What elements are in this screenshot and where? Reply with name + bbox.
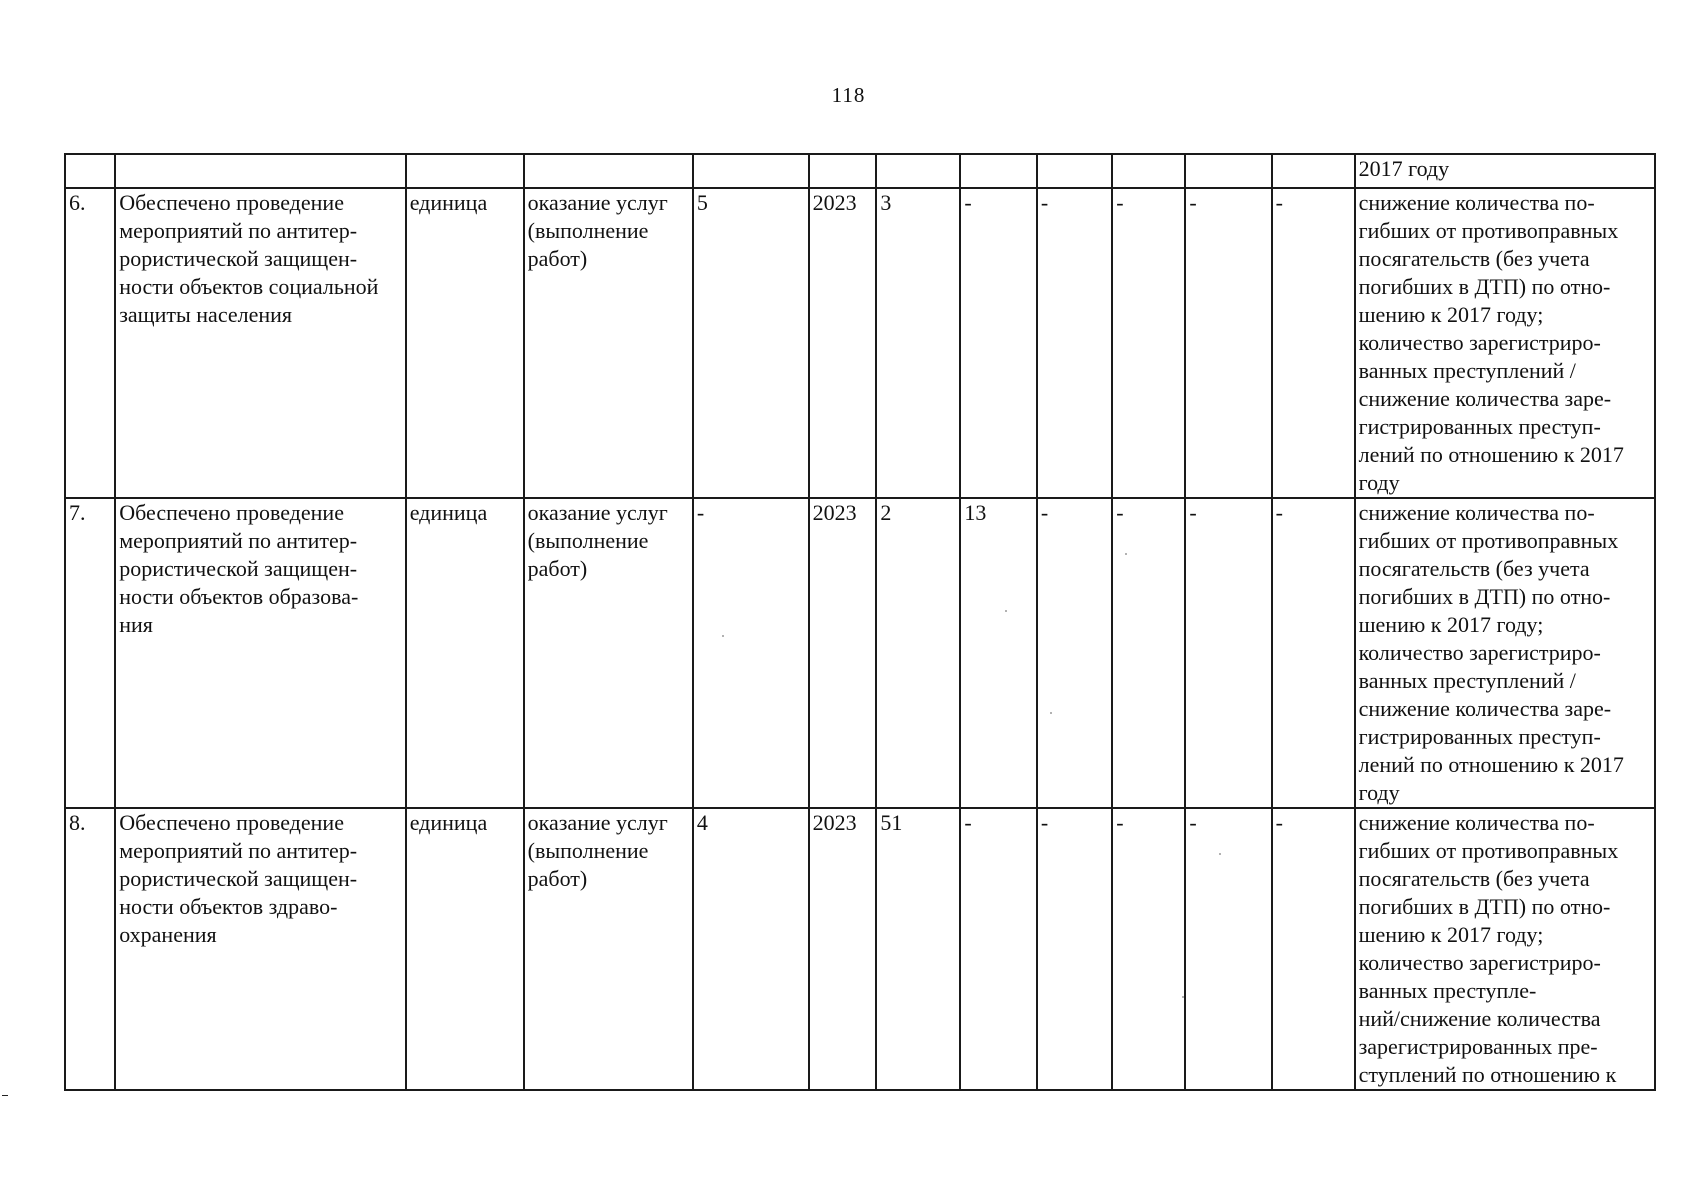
cell-base-value — [693, 154, 809, 188]
effect-line: ний/снижение количества — [1358, 1006, 1601, 1031]
base-value-cell: 5 — [693, 188, 809, 498]
effect-line: лений по отношению к 2017 — [1358, 442, 1624, 467]
page-number: 118 — [831, 83, 866, 107]
effect-line: зарегистрированных пре- — [1358, 1034, 1598, 1059]
value-cell: - — [1185, 188, 1271, 498]
effect-line: шению к 2017 году; — [1358, 612, 1544, 637]
result-name-line: ности объектов здраво- — [119, 894, 338, 919]
result-name-line: рористической защищен- — [119, 556, 358, 581]
effect-line: гистрированных преступ- — [1358, 724, 1601, 749]
cell-value — [1185, 154, 1271, 188]
cell-value — [1037, 154, 1112, 188]
cell-num — [65, 154, 115, 188]
cell-effect-tail: 2017 году — [1355, 154, 1655, 188]
result-name-line: мероприятий по антитер- — [119, 838, 358, 863]
effect-line: снижение количества по- — [1358, 500, 1595, 525]
cell-value — [1112, 154, 1185, 188]
effect-line: ванных преступле- — [1358, 978, 1537, 1003]
effect-line: году — [1358, 780, 1400, 805]
result-name-line: защиты населения — [119, 302, 293, 327]
value-cell: - — [1272, 188, 1355, 498]
effect-line: посягательств (без учета — [1358, 556, 1590, 581]
row-number: 7. — [65, 498, 115, 808]
effect-line: количество зарегистриро- — [1358, 950, 1601, 975]
result-type-cell — [524, 188, 693, 498]
effect-line: ванных преступлений / — [1358, 358, 1576, 383]
result-name-line: Обеспечено проведение — [119, 190, 344, 215]
value-cell: - — [1272, 808, 1355, 1090]
year-cell: 2023 — [809, 188, 877, 498]
effect-line: снижение количества заре- — [1358, 696, 1612, 721]
result-name-line: мероприятий по антитер- — [119, 528, 358, 553]
effect-line: лений по отношению к 2017 — [1358, 752, 1624, 777]
effect-line: посягательств (без учета — [1358, 246, 1590, 271]
unit-cell: единица — [406, 188, 524, 498]
effect-line: шению к 2017 году; — [1358, 922, 1544, 947]
effect-line: снижение количества по- — [1358, 810, 1595, 835]
value-cell: - — [1112, 498, 1185, 808]
effect-line: посягательств (без учета — [1358, 866, 1590, 891]
cell-value — [960, 154, 1036, 188]
row-number: 8. — [65, 808, 115, 1090]
scan-speck — [1005, 610, 1007, 612]
effect-line: шению к 2017 году; — [1358, 302, 1544, 327]
results-table — [64, 153, 1656, 1091]
value-cell: - — [1185, 808, 1271, 1090]
value-cell: - — [1185, 498, 1271, 808]
result-name-line: ния — [119, 612, 153, 637]
cell-unit — [406, 154, 524, 188]
table-body — [65, 154, 1655, 1090]
value-cell: 51 — [876, 808, 960, 1090]
scan-speck — [1182, 996, 1184, 998]
value-cell: 2 — [876, 498, 960, 808]
unit-cell: единица — [406, 498, 524, 808]
value-cell: - — [1037, 188, 1112, 498]
result-name-line: охранения — [119, 922, 217, 947]
result-type-line: оказание услуг — [527, 190, 668, 215]
scan-speck — [722, 635, 724, 637]
effect-line: количество зарегистриро- — [1358, 640, 1601, 665]
result-type-line: работ) — [527, 866, 588, 891]
effect-line: году — [1358, 470, 1400, 495]
scan-speck — [1125, 553, 1127, 555]
base-value-cell: - — [693, 498, 809, 808]
effect-line: гистрированных преступ- — [1358, 414, 1601, 439]
table-row — [65, 498, 1655, 808]
result-type-line: оказание услуг — [527, 500, 668, 525]
unit-cell: единица — [406, 808, 524, 1090]
scan-speck — [1050, 712, 1052, 714]
value-cell: - — [960, 188, 1036, 498]
result-name-cell — [115, 498, 405, 808]
result-name-line: ности объектов образова- — [119, 584, 359, 609]
scan-speck — [1219, 853, 1221, 855]
cell-result-type — [524, 154, 693, 188]
effect-line: погибших в ДТП) по отно- — [1358, 274, 1611, 299]
result-name-cell — [115, 808, 405, 1090]
value-cell: 13 — [960, 498, 1036, 808]
value-cell: - — [1112, 188, 1185, 498]
effect-line: ванных преступлений / — [1358, 668, 1576, 693]
effect-cell — [1355, 498, 1655, 808]
year-cell: 2023 — [809, 808, 877, 1090]
result-type-cell — [524, 808, 693, 1090]
result-type-line: (выполнение — [527, 218, 649, 243]
value-cell: - — [1272, 498, 1355, 808]
effect-line: количество зарегистриро- — [1358, 330, 1601, 355]
value-cell: - — [1112, 808, 1185, 1090]
result-name-line: Обеспечено проведение — [119, 500, 344, 525]
result-name-line: рористической защищен- — [119, 866, 358, 891]
table-row — [65, 188, 1655, 498]
result-type-cell — [524, 498, 693, 808]
effect-line: гибших от противоправных — [1358, 218, 1619, 243]
result-name-cell — [115, 188, 405, 498]
effect-line: гибших от противоправных — [1358, 528, 1619, 553]
result-name-line: рористической защищен- — [119, 246, 358, 271]
result-type-line: работ) — [527, 246, 588, 271]
row-number: 6. — [65, 188, 115, 498]
effect-line: снижение количества заре- — [1358, 386, 1612, 411]
result-name-line: ности объектов социальной — [119, 274, 379, 299]
result-name-line: мероприятий по антитер- — [119, 218, 358, 243]
cell-value — [1272, 154, 1355, 188]
result-type-line: оказание услуг — [527, 810, 668, 835]
value-cell: - — [1037, 808, 1112, 1090]
cell-year — [809, 154, 877, 188]
effect-line: гибших от противоправных — [1358, 838, 1619, 863]
effect-line: погибших в ДТП) по отно- — [1358, 894, 1611, 919]
effect-line: погибших в ДТП) по отно- — [1358, 584, 1611, 609]
result-type-line: (выполнение — [527, 528, 649, 553]
value-cell: - — [960, 808, 1036, 1090]
table-row — [65, 808, 1655, 1090]
effect-cell — [1355, 188, 1655, 498]
cell-value — [876, 154, 960, 188]
result-type-line: (выполнение — [527, 838, 649, 863]
result-name-line: Обеспечено проведение — [119, 810, 344, 835]
year-cell: 2023 — [809, 498, 877, 808]
cell-result-name — [115, 154, 405, 188]
continuation-row — [65, 154, 1655, 188]
value-cell: - — [1037, 498, 1112, 808]
margin-dash — [2, 1095, 8, 1096]
effect-line: ступлений по отношению к — [1358, 1062, 1617, 1087]
effect-cell — [1355, 808, 1655, 1090]
value-cell: 3 — [876, 188, 960, 498]
effect-line: снижение количества по- — [1358, 190, 1595, 215]
result-type-line: работ) — [527, 556, 588, 581]
base-value-cell: 4 — [693, 808, 809, 1090]
